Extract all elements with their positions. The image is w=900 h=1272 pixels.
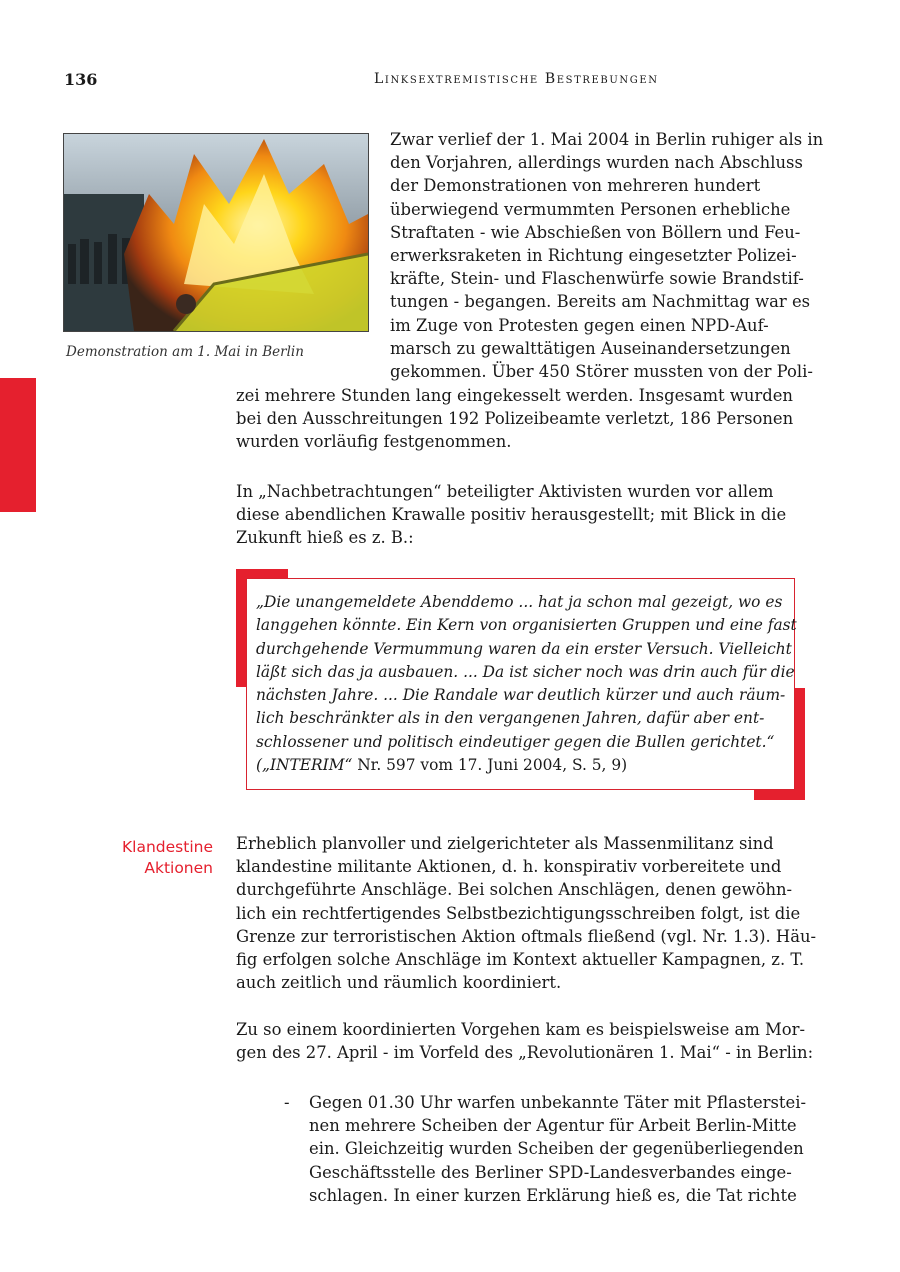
text-line: zei mehrere Stunden lang eingekesselt werden. Insgesamt wurden [236,386,793,405]
text-line: Straftaten - wie Abschießen von Böllern und Feu- [390,222,801,242]
bullet-marker: - [284,1093,290,1112]
text-line: nen mehrere Scheiben der Agentur für Arbeit Berlin-Mitte [309,1116,797,1136]
paragraph-2 [236,480,786,550]
text-line: im Zuge von Protesten gegen einen NPD-Auf- [390,315,769,335]
text-line: gekommen. Über 450 Störer mussten von der Poli- [390,362,813,382]
bullet-item [309,1091,806,1207]
quote-box [246,578,795,790]
quote-line: läßt sich das ja ausbauen. ... Da ist sicher noch was drin auch für die [256,662,795,681]
text-line: diese abendlichen Krawalle positiv herausgestellt; mit Blick in die [236,505,787,525]
text-line: Grenze zur terroristischen Aktion oftmals fließend (vgl. Nr. 1.3). Häu- [236,926,817,946]
text-line: gen des 27. April - im Vorfeld des „Revolutionären 1. Mai“ - in Berlin: [236,1043,814,1063]
text-line: erwerksraketen in Richtung eingesetzter Polizei- [390,246,797,266]
quote-line: „Die unangemeldete Abenddemo ... hat ja schon mal gezeigt, wo es [256,593,783,611]
text-line: Zwar verlief der 1. Mai 2004 in Berlin ruhiger als in [390,130,824,149]
text-line: bei den Ausschreitungen 192 Polizeibeamte verletzt, 186 Personen [236,409,794,429]
text-line: Erheblich planvoller und zielgerichteter als Massenmilitanz sind [236,834,774,853]
text-line: ein. Gleichzeitig wurden Scheiben der gegenüberliegenden [309,1139,804,1159]
text-line: der Demonstrationen von mehreren hundert [390,176,761,196]
text-line: lich ein rechtfertigendes Selbstbezichtigungsschreiben folgt, ist die [236,903,801,923]
paragraph-4 [236,1018,813,1064]
text-line: überwiegend vermummten Personen erhebliche [390,199,791,219]
photo-caption: Demonstration am 1. Mai in Berlin [66,344,304,360]
side-heading [100,837,213,879]
page-number: 136 [64,70,98,89]
text-line: durchgeführte Anschläge. Bei solchen Anschlägen, denen gewöhn- [236,880,793,900]
quote-source [256,754,797,777]
text-line: klandestine militante Aktionen, d. h. konspirativ vorbereitete und [236,857,782,877]
text-line: Zukunft hieß es z. B.: [236,528,414,548]
text-line: Geschäftsstelle des Berliner SPD-Landesverbandes einge- [309,1162,792,1182]
text-line: fig erfolgen solche Anschläge im Kontext aktueller Kampagnen, z. T. [236,950,805,970]
quote-line: langgehen könnte. Ein Kern von organisierten Gruppen und eine fast [256,616,797,635]
quote-line: lich beschränkter als in den vergangenen Jahren, dafür aber ent- [256,709,765,728]
text-line: In „Nachbetrachtungen“ beteiligter Aktivisten wurden vor allem [236,482,774,501]
text-line: den Vorjahren, allerdings wurden nach Abschluss [390,153,803,173]
text-line: wurden vorläufig festgenommen. [236,432,512,452]
running-header: Linksextremistische Bestrebungen [374,71,659,87]
paragraph-1-continued [236,384,793,454]
text-line: marsch zu gewalttätigen Auseinandersetzungen [390,338,791,358]
paragraph-3 [236,832,816,994]
text-line: schlagen. In einer kurzen Erklärung hieß es, die Tat richte [309,1185,797,1205]
quote-line: schlossener und politisch eindeutiger gegen die Bullen gerichtet.“ [256,732,775,751]
text-line: tungen - begangen. Bereits am Nachmittag war es [390,292,811,312]
text-line: kräfte, Stein- und Flaschenwürfe sowie Brandstif- [390,269,804,289]
text-line: Gegen 01.30 Uhr warfen unbekannte Täter mit Pflasterstei- [309,1093,806,1112]
quote-source-publication: („INTERIM“ [256,756,353,775]
paragraph-1 [390,128,823,383]
demonstration-photo [63,133,369,332]
side-heading-line: Aktionen [144,859,213,877]
quote-line: nächsten Jahre. ... Die Randale war deutlich kürzer und auch räum- [256,686,786,705]
side-heading-line: Klandestine [122,838,213,856]
quote-source-details: Nr. 597 vom 17. Juni 2004, S. 5, 9) [352,756,628,775]
quote-text [256,591,797,777]
quote-line: durchgehende Vermummung waren da ein erster Versuch. Vielleicht [256,639,792,658]
margin-marker [0,378,36,512]
text-line: auch zeitlich und räumlich koordiniert. [236,973,562,993]
text-line: Zu so einem koordinierten Vorgehen kam es beispielsweise am Mor- [236,1020,806,1039]
